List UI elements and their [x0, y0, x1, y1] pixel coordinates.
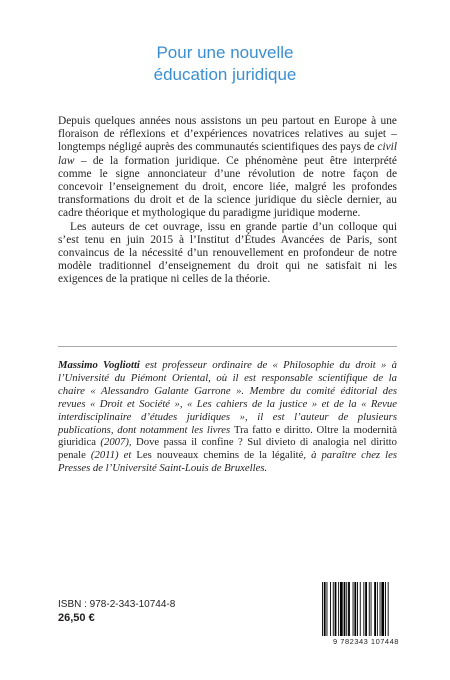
barcode-icon	[318, 582, 414, 638]
title-line-2: éducation juridique	[153, 65, 297, 84]
bio-text-4: , à paraître chez les Presses de l’Université Saint-Louis de Bruxelles.	[58, 449, 397, 475]
title-line-1: Pour une nouvelle	[156, 43, 294, 62]
blurb-p1-start: Depuis quelques années nous assistons un peu partout en Europe à une floraison de réflexions et d’expériences novatrices relatives au sujet – longtemps négligé auprès des communautés scientifiques des pays de	[58, 115, 397, 154]
book-title-2: Dove passa il confine ? Sul divieto di analogia nel diritto penale	[58, 436, 397, 462]
blurb-paragraph-2: Les auteurs de cet ouvrage, issu en grande partie d’un colloque qui s’est tenu en juin 2015 à l’Institut d’Études Avancées de Paris, sont convaincus de la nécessité d’un renouvellement en profondeur de notre modèle traditionnel d’enseignement du droit qui ne satisfait ni les exigences de la pratique ni celles de la théorie.	[58, 220, 397, 286]
author-name: Massimo Vogliotti	[58, 359, 140, 371]
barcode-digits: 9 782343 107448	[333, 637, 399, 646]
isbn: ISBN : 978-2-343-10744-8	[58, 599, 176, 610]
price: 26,50 €	[58, 612, 95, 624]
blurb-p1-italic: civil law	[58, 141, 397, 167]
book-title-1: Tra fatto e diritto. Oltre la modernità giuridica	[58, 423, 397, 449]
blurb-paragraph-1	[58, 115, 397, 221]
bio-text-3: (2011) et	[85, 449, 137, 462]
divider	[58, 346, 397, 347]
bio-text-2: (2007),	[96, 436, 137, 449]
blurb-p1-end: – de la formation juridique. Ce phénomène peut être interprété comme le signe annonciateur d’une révolution de notre façon de concevoir l’enseignement du droit, encore liée, malgré les profondes transformations du droit et de la science juridique du siècle dernier, au cadre théorique et mythologique du paradigme juridique moderne.	[58, 154, 397, 220]
author-bio	[58, 359, 397, 475]
blurb	[58, 115, 397, 287]
book-title-3: Les nouveaux chemins de la légalité	[136, 449, 304, 462]
book-title	[0, 42, 450, 86]
bio-text-1: est professeur ordinaire de « Philosophie du droit » à l’Université du Piémont Oriental, où il est responsable scientifique de la chaire « Alessandro Galante Garrone ». Membre du comité éditorial des revues « Droit et Société », « Les cahiers de la justice » et de la « Revue interdisciplinaire d’études juridiques », il est l’auteur de plusieurs publications, dont notamment les livres	[58, 359, 397, 436]
